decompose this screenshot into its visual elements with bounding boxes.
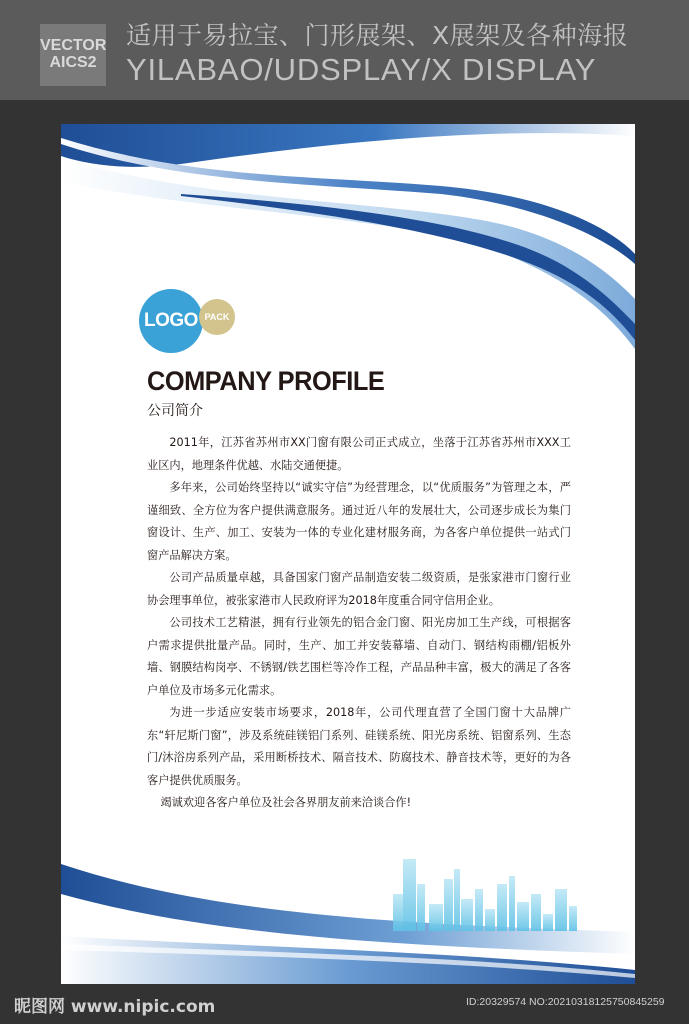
top-banner — [0, 0, 689, 100]
company-profile-subtitle: 公司简介 — [147, 403, 203, 419]
site-watermark: 昵图网 www.nipic.com — [14, 997, 216, 1017]
paragraph: 2011年，江苏省苏州市XX门窗有限公司正式成立，坐落于江苏省苏州市XXX工业区内，地理条件优越、水陆交通便捷。 — [147, 436, 571, 472]
logo-circle — [139, 289, 203, 353]
city-skyline — [393, 859, 577, 931]
banner-title-cn: 适用于易拉宝、门形展架、X展架及各种海报 — [126, 21, 629, 50]
paragraph: 公司技术工艺精湛，拥有行业领先的铝合金门窗、阳光房加工生产线，可根据客户需求提供批量产品。同时，生产、加工并安装幕墙、自动门、钢结构雨棚/铝板外墙、钢膜结构岗亭、不锈钢/铁艺围栏等冷作工程，产品品种丰富，极大的满足了各客户单位及市场多元化需求。 — [147, 616, 571, 697]
pack-circle — [199, 299, 235, 335]
banner-title-en: YILABAO/UDSPLAY/X DISPLAY — [126, 52, 597, 87]
company-profile-title: COMPANY PROFILE — [147, 366, 385, 396]
closing-line: 竭诚欢迎各客户单位及社会各界朋友前来洽谈合作! — [160, 796, 412, 809]
image-id: ID:20329574 NO:20210318125750845259 — [466, 996, 665, 1008]
paragraph: 多年来，公司始终坚持以“诚实守信”为经营理念，以“优质服务”为管理之本，严谨细致、全方位为客户提供满意服务。通过近八年的发展壮大，公司逐步成长为集门窗设计、生产、加工、安装为一体的专业化建材服务商，为各客户单位提供一站式门窗产品解决方案。 — [147, 481, 571, 562]
pack-text: PACK — [204, 312, 230, 322]
logo-text: LOGO — [144, 310, 198, 331]
poster — [61, 124, 635, 984]
badge-line2: AICS2 — [49, 54, 97, 71]
paragraph: 为进一步适应安装市场要求，2018年，公司代理直营了全国门窗十大品牌广东“轩尼斯门窗”，涉及系统硅镁铝门系列、硅镁系统、阳光房系统、铝窗系列、生态门/沐浴房系列产品，采用断桥技术、隔音技术、防腐技术、静音技术等，更好的为各客户提供优质服务。 — [147, 706, 571, 787]
vector-badge — [40, 24, 106, 86]
paragraph: 公司产品质量卓越，具备国家门窗产品制造安装二级资质，是张家港市门窗行业协会理事单位，被张家港市人民政府评为2018年度重合同守信用企业。 — [147, 571, 571, 607]
badge-line1: VECTOR — [40, 37, 107, 55]
profile-body — [147, 432, 571, 815]
